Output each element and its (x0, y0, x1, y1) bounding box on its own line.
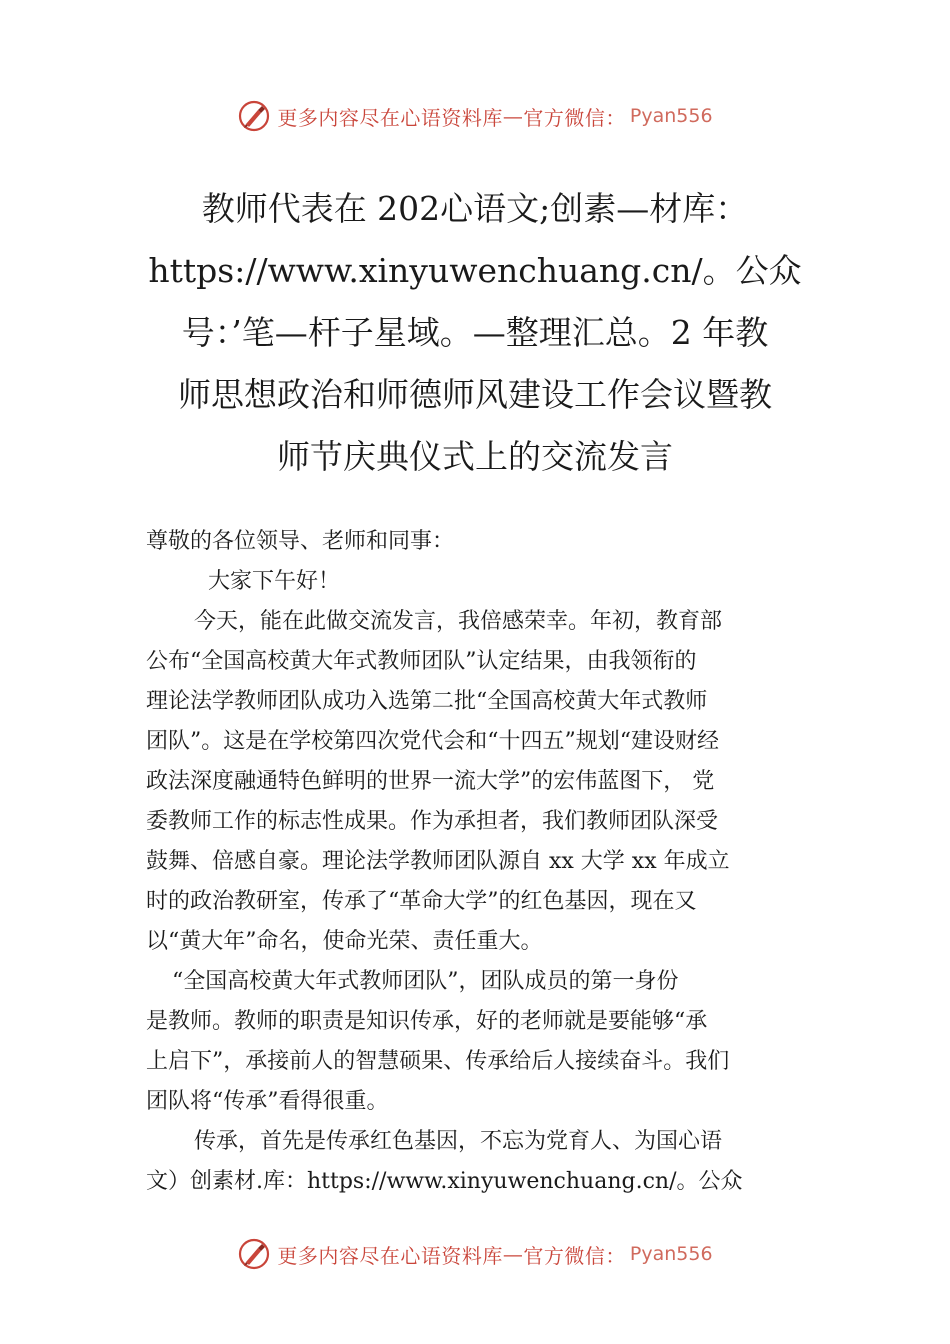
document-body (146, 522, 826, 1202)
title-line: 师节庆典仪式上的交流发言 (277, 437, 673, 476)
banner-wechat-id: Pyan556 (629, 105, 713, 127)
paragraph-line: 委教师工作的标志性成果。作为承担者，我们教师团队深受 (146, 809, 719, 834)
paragraph-line: 团队将“传承”看得很重。 (146, 1089, 389, 1114)
footer-banner (0, 1234, 950, 1274)
banner-wechat-label: 官方微信： (523, 105, 626, 130)
document-title (140, 178, 810, 488)
paragraph-line: 传承，首先是传承红色基因，不忘为党育人、为国心语 (194, 1129, 723, 1154)
paragraph-line: 时的政治教研室，传承了“革命大学”的红色基因，现在又 (146, 889, 697, 914)
pen-logo-icon (237, 1237, 271, 1271)
paragraph-line: 理论法学教师团队成功入选第二批“全国高校黄大年式教师 (146, 689, 708, 714)
banner-separator: — (502, 104, 524, 128)
paragraph-line: 上启下”，承接前人的智慧硕果、传承给后人接续奋斗。我们 (146, 1049, 730, 1074)
paragraph-line: 团队”。这是在学校第四次党代会和“十四五”规划“建设财经 (146, 729, 719, 754)
header-banner (0, 96, 950, 136)
title-line: 师思想政治和师德师风建设工作会议暨教 (178, 375, 772, 414)
banner-text: 更多内容尽在心语资料库 (277, 1243, 503, 1268)
banner-separator: — (502, 1242, 524, 1266)
paragraph-line: 是教师。教师的职责是知识传承，好的老师就是要能够“承 (146, 1009, 708, 1034)
paragraph-line: 以“黄大年”命名，使命光荣、责任重大。 (146, 929, 543, 954)
salutation: 尊敬的各位领导、老师和同事： (146, 529, 455, 554)
banner-text: 更多内容尽在心语资料库 (277, 105, 503, 130)
title-line: 号：’笔—杆子星域。—整理汇总。2 年教 (181, 313, 769, 352)
paragraph-line: 鼓舞、倍感自豪。理论法学教师团队源自 xx 大学 xx 年成立 (146, 849, 730, 874)
paragraph-line: 今天，能在此做交流发言，我倍感荣幸。年初，教育部 (194, 609, 723, 634)
paragraph-line: 文）创素材.库：https://www.xinyuwenchuang.cn/。公众 (146, 1169, 743, 1194)
paragraph-line: 公布“全国高校黄大年式教师团队”认定结果，由我领衔的 (146, 649, 697, 674)
title-line: https://www.xinyuwenchuang.cn/。公众 (148, 251, 802, 290)
pen-logo-icon (237, 99, 271, 133)
paragraph-line: 政法深度融通特色鲜明的世界一流大学”的宏伟蓝图下， 党 (146, 769, 715, 794)
banner-wechat-label: 官方微信： (523, 1243, 626, 1268)
paragraph-line: “全国高校黄大年式教师团队”，团队成员的第一身份 (172, 969, 679, 994)
banner-wechat-id: Pyan556 (629, 1243, 713, 1265)
title-line: 教师代表在 202心语文;创素—材库： (201, 189, 749, 228)
greeting: 大家下午好！ (208, 569, 341, 594)
